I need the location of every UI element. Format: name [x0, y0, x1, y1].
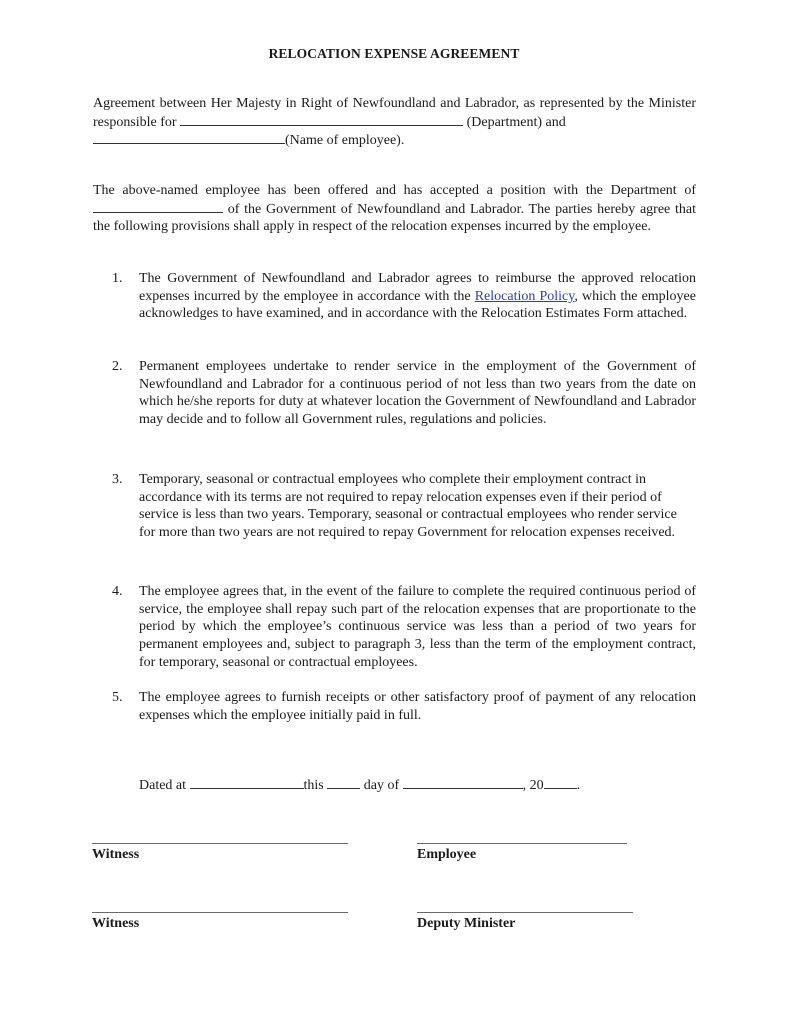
dated-end: .: [576, 778, 581, 793]
year-prefix-label: , 20: [522, 778, 544, 793]
provision-number: 5.: [112, 690, 123, 705]
dated-line: [139, 776, 580, 794]
provision-4: [112, 583, 696, 672]
month-field[interactable]: [403, 776, 523, 789]
provision-number: 3.: [112, 472, 123, 487]
day-field[interactable]: [327, 776, 360, 789]
department-field[interactable]: [180, 113, 463, 126]
witness-1-signature-line[interactable]: [92, 843, 348, 844]
employee-name-field[interactable]: [93, 131, 285, 144]
place-field[interactable]: [190, 776, 304, 789]
this-label: this: [303, 778, 324, 793]
intro-text-1: Agreement between Her Majesty in Right of Newfoundland and Labrador, as represented by the Minister responsible for: [93, 96, 696, 130]
provision-number: 4.: [112, 584, 123, 599]
provision-2: [112, 358, 696, 429]
provision-text: Temporary, seasonal or contractual employees who complete their employment contract in accordance with its terms are not required to repay relocation expenses even if their period of service is less than two years. Temporary, seasonal or contractual employees who render service for more than two years are not required to repay Government for relocation expenses received.: [139, 472, 677, 541]
witness-1-label: Witness: [92, 847, 140, 862]
dated-at-label: Dated at: [139, 778, 187, 793]
provision-number: 1.: [112, 271, 123, 286]
witness-2-label: Witness: [92, 916, 140, 931]
provision-text: The employee agrees to furnish receipts or other satisfactory proof of payment of any relocation expenses which the employee initially paid in full.: [139, 690, 696, 723]
provision-number: 2.: [112, 359, 123, 374]
provision-1: [112, 270, 696, 323]
relocation-policy-link[interactable]: Relocation Policy: [474, 288, 575, 304]
deputy-minister-signature-line[interactable]: [417, 912, 633, 913]
intro-text-3: (Name of employee).: [285, 133, 405, 149]
intro-text-2: (Department) and: [466, 114, 566, 130]
provision-text: The employee agrees that, in the event of the failure to complete the required continuous period of service, the employee shall repay such part of the relocation expenses that are proportionate to the period by which the employee’s continuous service was less than a period of two years for permanent employees and, subject to paragraph 3, less than the term of the employment contract, for temporary, seasonal or contractual employees.: [139, 584, 696, 670]
provision-5: [112, 689, 696, 724]
preamble-department-field[interactable]: [93, 200, 223, 213]
preamble-text-2: of the Government of Newfoundland and Labrador. The parties hereby agree that the following provisions shall apply in respect of the relocation expenses incurred by the employee.: [93, 201, 696, 235]
provision-3: [112, 471, 696, 542]
provision-text: Permanent employees undertake to render service in the employment of the Government of Newfoundland and Labrador for a continuous period of not less than two years from the date on which he/she reports for duty at whatever location the Government of Newfoundland and Labrador may decide and to follow all Government rules, regulations and policies.: [139, 359, 696, 428]
deputy-minister-label: Deputy Minister: [417, 916, 516, 931]
employee-label: Employee: [417, 847, 477, 862]
preamble-text-1: The above-named employee has been offered and has accepted a position with the Department of: [93, 183, 696, 198]
employee-signature-line[interactable]: [417, 843, 627, 844]
witness-2-signature-line[interactable]: [92, 912, 348, 913]
provision-text: The Government of Newfoundland and Labrador agrees to reimburse the approved relocation expenses incurred by the employee in accordance with the: [139, 271, 696, 304]
preamble-paragraph: [93, 182, 696, 236]
provision-text-continued: , which the employee acknowledges to have examined, and in accordance with the Relocation Estimates Form attached.: [139, 288, 696, 322]
document-title: RELOCATION EXPENSE AGREEMENT: [268, 46, 520, 61]
year-field[interactable]: [544, 776, 577, 789]
day-of-label: day of: [363, 778, 400, 793]
intro-paragraph: [93, 95, 696, 150]
